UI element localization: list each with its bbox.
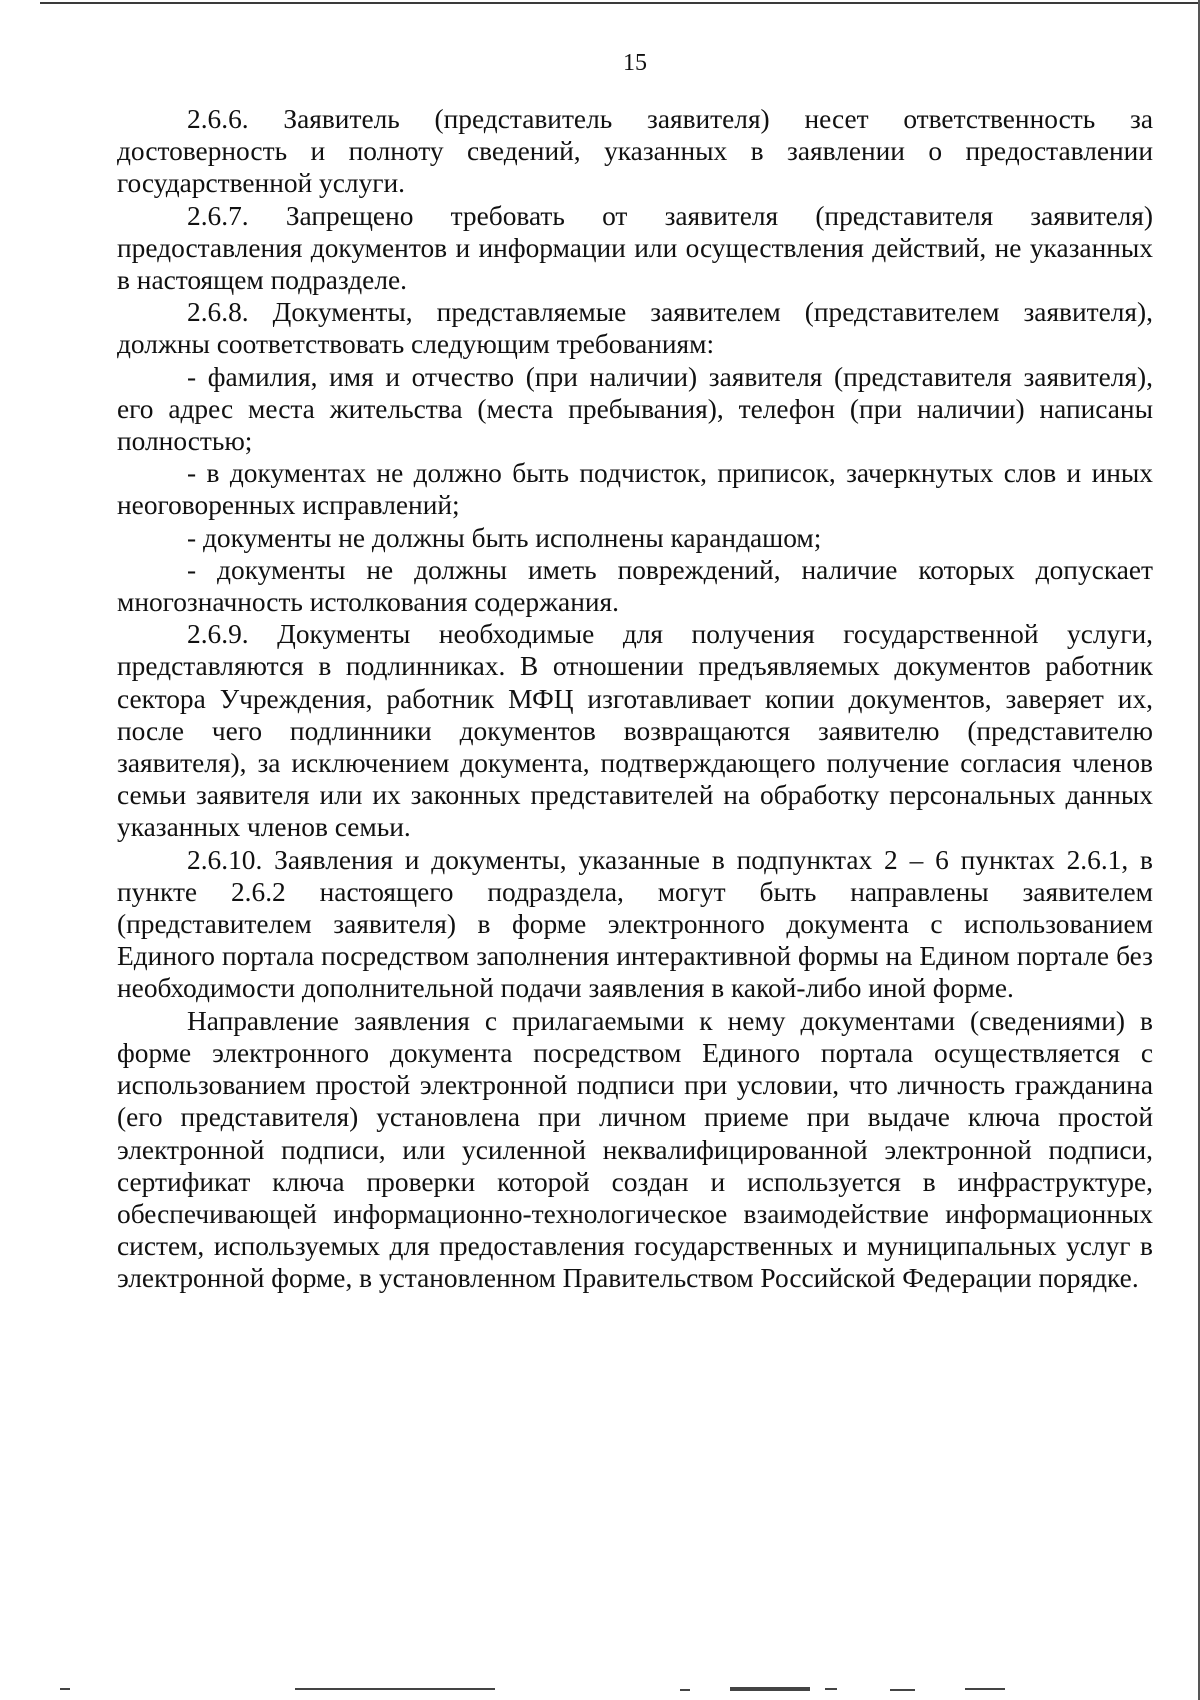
paragraph-2-6-9: 2.6.9. Документы необходимые для получения государственной услуги, представляются в подлинниках. В отношении предъявляемых документов работник сектора Учреждения, работник МФЦ изготавливает копии документов, заверяет их, после чего подлинники документов возвращаются заявителю (представителю заявителя), за исключением документа, подтверждающего получение согласия членов семьи заявителя или их законных представителей на обработку персональных данных указанных членов семьи. xyxy=(117,619,1153,843)
list-item-name-address: - фамилия, имя и отчество (при наличии) заявителя (представителя заявителя), его адрес места жительства (места пребывания), телефон (при наличии) написаны полностью; xyxy=(117,361,1153,457)
paragraph-2-6-7: 2.6.7. Запрещено требовать от заявителя (представителя заявителя) предоставления документов и информации или осуществления действий, не указанных в настоящем подразделе. xyxy=(117,200,1153,296)
scan-bottom-artifacts xyxy=(0,1686,1200,1694)
document-body xyxy=(117,103,1153,1295)
list-item-no-corrections: - в документах не должно быть подчисток, приписок, зачеркнутых слов и иных неоговоренных исправлений; xyxy=(117,458,1153,521)
paragraph-2-6-8: 2.6.8. Документы, представляемые заявителем (представителем заявителя), должны соответствовать следующим требованиям: xyxy=(117,297,1153,360)
paragraph-electronic-submission: Направление заявления с прилагаемыми к нему документами (сведениями) в форме электронного документа посредством Единого портала осуществляется с использованием простой электронной подписи при условии, что личность гражданина (его представителя) установлена при личном приеме при выдаче ключа простой электронной подписи, или усиленной неквалифицированной электронной подписи, сертификат ключа проверки которой создан и используется в инфраструктуре, обеспечивающей информационно-технологическое взаимодействие информационных систем, используемых для предоставления государственных и муниципальных услуг в электронной форме, в установленном Правительством Российской Федерации порядке. xyxy=(117,1005,1153,1294)
scan-top-edge xyxy=(40,2,1200,4)
page-number: 15 xyxy=(623,50,647,76)
list-item-no-damage: - документы не должны иметь повреждений, наличие которых допускает многозначность истолкования содержания. xyxy=(117,554,1153,618)
paragraph-2-6-10: 2.6.10. Заявления и документы, указанные в подпунктах 2 – 6 пунктах 2.6.1, в пункте 2.6.2 настоящего подраздела, могут быть направлены заявителем (представителем заявителя) в форме электронного документа с использованием Единого портала посредством заполнения интерактивной формы на Едином портале без необходимости дополнительной подачи заявления в какой-либо иной форме. xyxy=(117,844,1153,1004)
list-item-no-pencil: - документы не должны быть исполнены карандашом; xyxy=(187,522,822,553)
paragraph-2-6-6: 2.6.6. Заявитель (представитель заявителя) несет ответственность за достоверность и полноту сведений, указанных в заявлении о предоставлении государственной услуги. xyxy=(117,104,1153,199)
